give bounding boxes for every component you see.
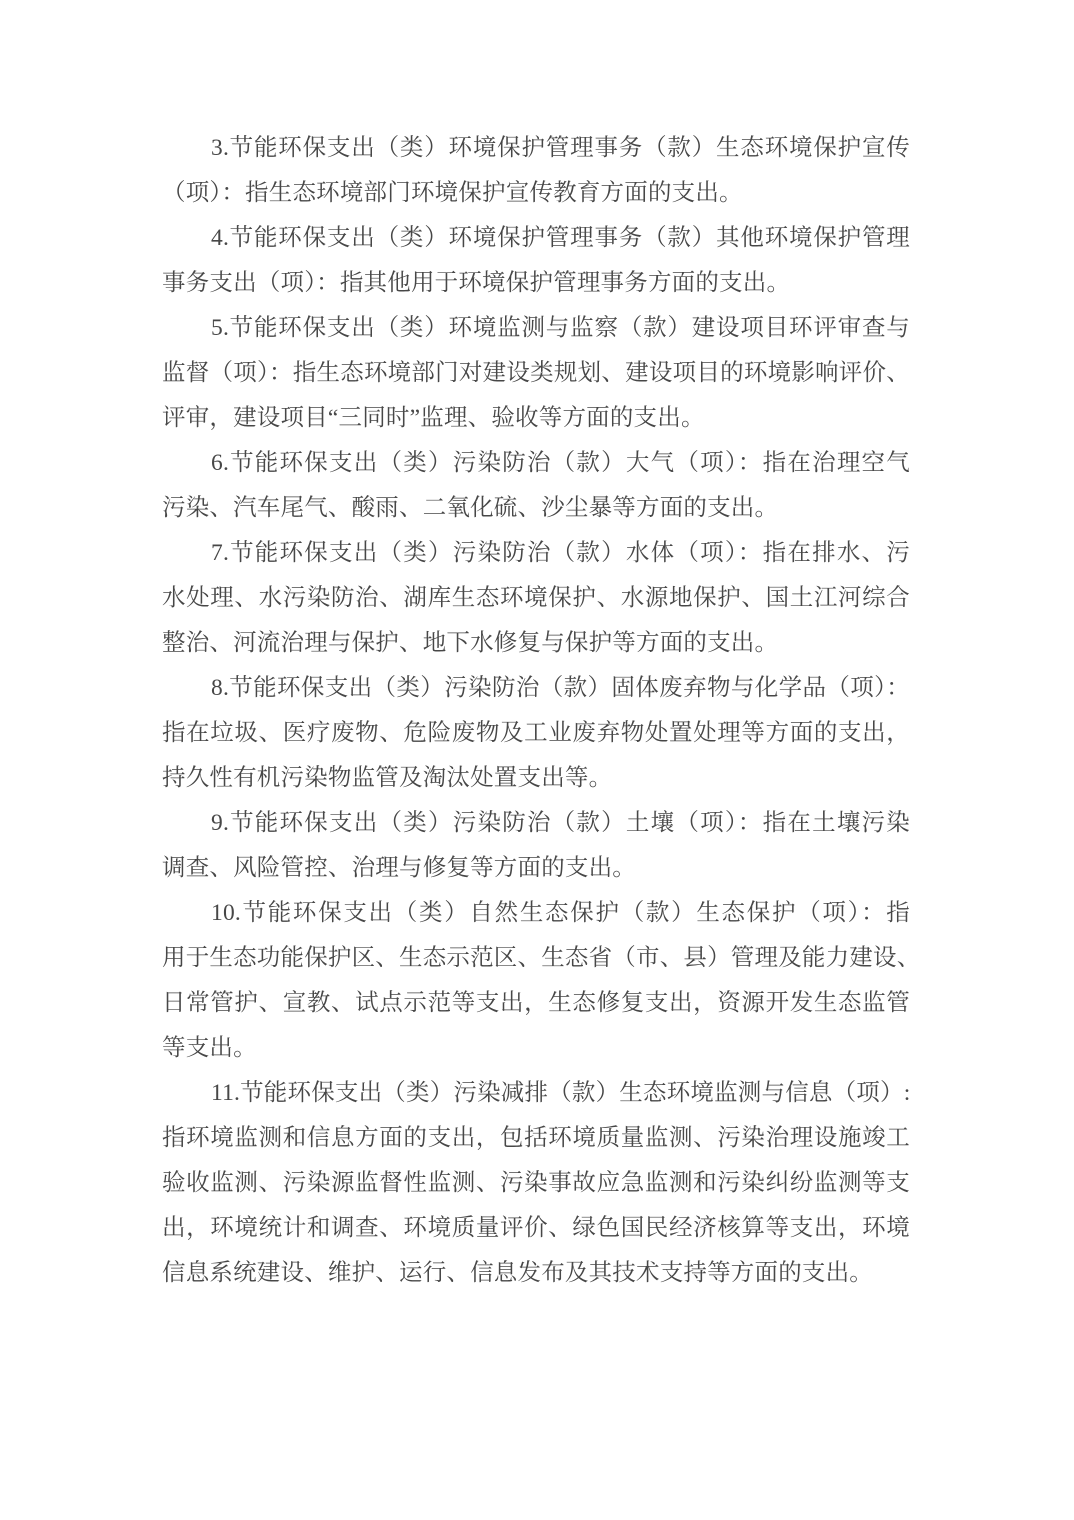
text-line: 日常管护、宣教、试点示范等支出，生态修复支出，资源开发生态监管 <box>162 990 910 1016</box>
paragraph-7 <box>162 531 910 666</box>
text-line: 6.节能环保支出（类）污染防治（款）大气（项）：指在治理空气 <box>211 450 910 476</box>
text-line: 整治、河流治理与保护、地下水修复与保护等方面的支出。 <box>162 630 779 656</box>
document-body <box>162 126 921 1296</box>
text-line: 10.节能环保支出（类）自然生态保护（款）生态保护（项）：指 <box>211 900 910 926</box>
paragraph-4 <box>162 216 910 306</box>
paragraph-5 <box>162 306 910 441</box>
text-line: 污染、汽车尾气、酸雨、二氧化硫、沙尘暴等方面的支出。 <box>162 495 779 521</box>
text-line: （项）：指生态环境部门环境保护宣传教育方面的支出。 <box>162 180 743 206</box>
text-line: 8.节能环保支出（类）污染防治（款）固体废弃物与化学品（项）： <box>211 675 910 701</box>
text-line: 等支出。 <box>162 1035 257 1061</box>
paragraph-8 <box>162 666 910 801</box>
paragraph-10 <box>162 891 921 1071</box>
paragraph-6 <box>162 441 910 531</box>
text-line: 指在垃圾、医疗废物、危险废物及工业废弃物处置处理等方面的支出， <box>162 720 910 746</box>
text-line: 评审，建设项目“三同时”监理、验收等方面的支出。 <box>162 405 705 431</box>
text-line: 调查、风险管控、治理与修复等方面的支出。 <box>162 855 636 881</box>
text-line: 验收监测、污染源监督性监测、污染事故应急监测和污染纠纷监测等支 <box>162 1170 910 1196</box>
text-line: 信息系统建设、维护、运行、信息发布及其技术支持等方面的支出。 <box>162 1260 873 1286</box>
text-line: 用于生态功能保护区、生态示范区、生态省（市、县）管理及能力建设、 <box>162 945 921 971</box>
text-line: 9.节能环保支出（类）污染防治（款）土壤（项）：指在土壤污染 <box>211 810 910 836</box>
text-line: 水处理、水污染防治、湖库生态环境保护、水源地保护、国土江河综合 <box>162 585 910 611</box>
text-line: 5.节能环保支出（类）环境监测与监察（款）建设项目环评审查与 <box>211 315 910 341</box>
paragraph-11 <box>162 1071 910 1296</box>
text-line: 4.节能环保支出（类）环境保护管理事务（款）其他环境保护管理 <box>211 225 910 251</box>
paragraph-3 <box>162 126 910 216</box>
text-line: 事务支出（项）：指其他用于环境保护管理事务方面的支出。 <box>162 270 791 296</box>
text-line: 出，环境统计和调查、环境质量评价、绿色国民经济核算等支出，环境 <box>162 1215 910 1241</box>
text-line: 11.节能环保支出（类）污染减排（款）生态环境监测与信息（项）: <box>211 1080 911 1106</box>
text-line: 指环境监测和信息方面的支出，包括环境质量监测、污染治理设施竣工 <box>162 1125 910 1151</box>
paragraph-9 <box>162 801 910 891</box>
text-line: 监督（项）：指生态环境部门对建设类规划、建设项目的环境影响评价、 <box>162 360 910 386</box>
text-line: 7.节能环保支出（类）污染防治（款）水体（项）：指在排水、污 <box>211 540 910 566</box>
text-line: 持久性有机污染物监管及淘汰处置支出等。 <box>162 765 613 791</box>
text-line: 3.节能环保支出（类）环境保护管理事务（款）生态环境保护宣传 <box>211 135 910 161</box>
